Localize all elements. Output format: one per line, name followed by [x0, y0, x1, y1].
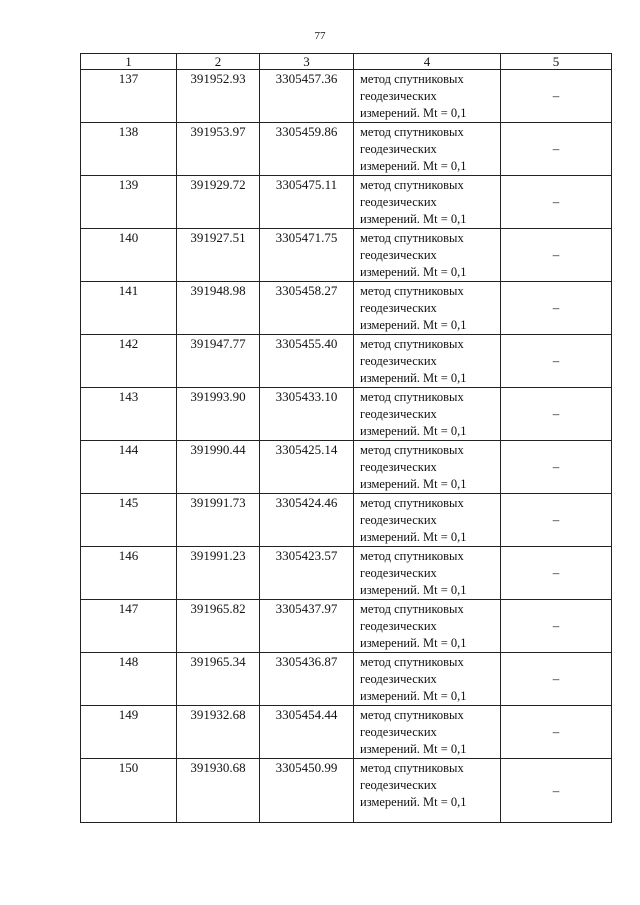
- x-coordinate-cell: 391929.72: [177, 176, 260, 229]
- table-row: [81, 547, 612, 600]
- point-number-cell: 139: [81, 176, 177, 229]
- page-number: 77: [314, 30, 326, 42]
- method-cell: [354, 759, 501, 823]
- method-line: измерений. Mt = 0,1: [360, 371, 467, 385]
- note-cell: –: [501, 600, 612, 653]
- coordinates-table: [80, 53, 612, 823]
- x-coordinate-cell: 391932.68: [177, 706, 260, 759]
- y-coordinate-cell: 3305457.36: [260, 70, 354, 123]
- table-row: [81, 335, 612, 388]
- y-coordinate-cell: 3305433.10: [260, 388, 354, 441]
- point-number-cell: 150: [81, 759, 177, 823]
- header-col-4: 4: [354, 54, 501, 70]
- table-row: [81, 494, 612, 547]
- point-number-cell: 147: [81, 600, 177, 653]
- point-number-cell: 146: [81, 547, 177, 600]
- note-cell: –: [501, 282, 612, 335]
- note-cell: –: [501, 70, 612, 123]
- method-line: измерений. Mt = 0,1: [360, 583, 467, 597]
- table-row: [81, 600, 612, 653]
- method-cell: [354, 494, 501, 547]
- method-line: геодезических: [360, 513, 437, 527]
- x-coordinate-cell: 391993.90: [177, 388, 260, 441]
- y-coordinate-cell: 3305459.86: [260, 123, 354, 176]
- note-cell: –: [501, 547, 612, 600]
- note-cell: –: [501, 176, 612, 229]
- y-coordinate-cell: 3305424.46: [260, 494, 354, 547]
- point-number-cell: 148: [81, 653, 177, 706]
- method-line: геодезических: [360, 354, 437, 368]
- x-coordinate-cell: 391948.98: [177, 282, 260, 335]
- method-line: метод спутниковых: [360, 655, 464, 669]
- table-row: [81, 653, 612, 706]
- table-row: [81, 706, 612, 759]
- method-line: измерений. Mt = 0,1: [360, 265, 467, 279]
- method-line: измерений. Mt = 0,1: [360, 530, 467, 544]
- point-number-cell: 144: [81, 441, 177, 494]
- method-cell: [354, 70, 501, 123]
- method-line: геодезических: [360, 725, 437, 739]
- x-coordinate-cell: 391947.77: [177, 335, 260, 388]
- point-number-cell: 138: [81, 123, 177, 176]
- method-line: метод спутниковых: [360, 125, 464, 139]
- method-line: геодезических: [360, 407, 437, 421]
- x-coordinate-cell: 391965.34: [177, 653, 260, 706]
- note-cell: –: [501, 494, 612, 547]
- method-line: измерений. Mt = 0,1: [360, 318, 467, 332]
- table-row: [81, 759, 612, 823]
- method-line: геодезических: [360, 89, 437, 103]
- table-header: [81, 54, 612, 70]
- y-coordinate-cell: 3305454.44: [260, 706, 354, 759]
- point-number-cell: 141: [81, 282, 177, 335]
- method-line: измерений. Mt = 0,1: [360, 106, 467, 120]
- point-number-cell: 143: [81, 388, 177, 441]
- table-row: [81, 441, 612, 494]
- method-line: метод спутниковых: [360, 178, 464, 192]
- table-row: [81, 123, 612, 176]
- point-number-cell: 140: [81, 229, 177, 282]
- method-line: метод спутниковых: [360, 708, 464, 722]
- note-cell: –: [501, 653, 612, 706]
- y-coordinate-cell: 3305475.11: [260, 176, 354, 229]
- y-coordinate-cell: 3305450.99: [260, 759, 354, 823]
- method-line: геодезических: [360, 619, 437, 633]
- method-line: метод спутниковых: [360, 284, 464, 298]
- header-col-5: 5: [501, 54, 612, 70]
- method-line: геодезических: [360, 778, 437, 792]
- header-col-3: 3: [260, 54, 354, 70]
- x-coordinate-cell: 391927.51: [177, 229, 260, 282]
- method-cell: [354, 653, 501, 706]
- method-line: метод спутниковых: [360, 496, 464, 510]
- y-coordinate-cell: 3305423.57: [260, 547, 354, 600]
- method-line: измерений. Mt = 0,1: [360, 689, 467, 703]
- table-body: [81, 70, 612, 823]
- y-coordinate-cell: 3305471.75: [260, 229, 354, 282]
- point-number-cell: 142: [81, 335, 177, 388]
- method-cell: [354, 706, 501, 759]
- method-cell: [354, 441, 501, 494]
- method-line: измерений. Mt = 0,1: [360, 795, 467, 809]
- note-cell: –: [501, 706, 612, 759]
- method-line: измерений. Mt = 0,1: [360, 212, 467, 226]
- method-line: геодезических: [360, 460, 437, 474]
- method-line: геодезических: [360, 142, 437, 156]
- method-line: метод спутниковых: [360, 231, 464, 245]
- note-cell: –: [501, 441, 612, 494]
- method-cell: [354, 229, 501, 282]
- note-cell: –: [501, 388, 612, 441]
- point-number-cell: 137: [81, 70, 177, 123]
- point-number-cell: 149: [81, 706, 177, 759]
- method-line: измерений. Mt = 0,1: [360, 424, 467, 438]
- x-coordinate-cell: 391991.23: [177, 547, 260, 600]
- method-line: измерений. Mt = 0,1: [360, 159, 467, 173]
- method-line: метод спутниковых: [360, 337, 464, 351]
- method-cell: [354, 547, 501, 600]
- table-row: [81, 282, 612, 335]
- x-coordinate-cell: 391930.68: [177, 759, 260, 823]
- method-line: метод спутниковых: [360, 602, 464, 616]
- x-coordinate-cell: 391965.82: [177, 600, 260, 653]
- method-line: геодезических: [360, 301, 437, 315]
- method-line: метод спутниковых: [360, 761, 464, 775]
- header-col-1: 1: [81, 54, 177, 70]
- method-cell: [354, 282, 501, 335]
- x-coordinate-cell: 391990.44: [177, 441, 260, 494]
- method-line: метод спутниковых: [360, 443, 464, 457]
- table-row: [81, 176, 612, 229]
- method-line: измерений. Mt = 0,1: [360, 477, 467, 491]
- x-coordinate-cell: 391952.93: [177, 70, 260, 123]
- note-cell: –: [501, 123, 612, 176]
- method-line: метод спутниковых: [360, 549, 464, 563]
- point-number-cell: 145: [81, 494, 177, 547]
- method-cell: [354, 388, 501, 441]
- method-line: геодезических: [360, 195, 437, 209]
- note-cell: –: [501, 335, 612, 388]
- header-row: [81, 54, 612, 70]
- table-row: [81, 229, 612, 282]
- y-coordinate-cell: 3305437.97: [260, 600, 354, 653]
- x-coordinate-cell: 391991.73: [177, 494, 260, 547]
- method-line: измерений. Mt = 0,1: [360, 742, 467, 756]
- method-line: метод спутниковых: [360, 72, 464, 86]
- table-row: [81, 388, 612, 441]
- table-row: [81, 70, 612, 123]
- method-line: метод спутниковых: [360, 390, 464, 404]
- y-coordinate-cell: 3305436.87: [260, 653, 354, 706]
- method-cell: [354, 335, 501, 388]
- method-line: геодезических: [360, 248, 437, 262]
- header-col-2: 2: [177, 54, 260, 70]
- y-coordinate-cell: 3305425.14: [260, 441, 354, 494]
- method-cell: [354, 123, 501, 176]
- note-cell: –: [501, 759, 612, 823]
- y-coordinate-cell: 3305455.40: [260, 335, 354, 388]
- method-line: геодезических: [360, 672, 437, 686]
- method-cell: [354, 600, 501, 653]
- y-coordinate-cell: 3305458.27: [260, 282, 354, 335]
- method-line: измерений. Mt = 0,1: [360, 636, 467, 650]
- method-cell: [354, 176, 501, 229]
- x-coordinate-cell: 391953.97: [177, 123, 260, 176]
- method-line: геодезических: [360, 566, 437, 580]
- note-cell: –: [501, 229, 612, 282]
